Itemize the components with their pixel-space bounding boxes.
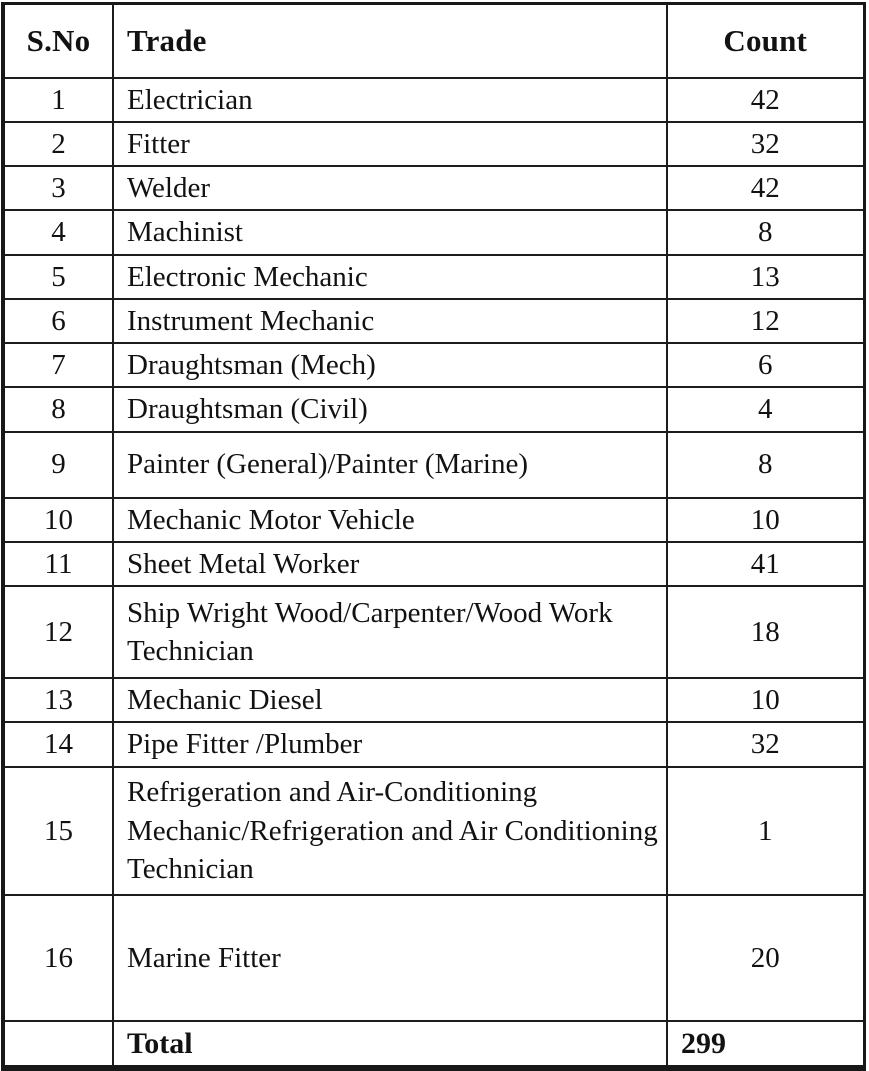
table-row: [3, 542, 864, 586]
table-row: [3, 586, 864, 678]
table-row: [3, 343, 864, 387]
trade-cell: Electronic Mechanic: [113, 255, 667, 299]
table-row: [3, 432, 864, 498]
count-cell: 10: [667, 498, 864, 542]
sno-cell: 8: [3, 387, 113, 431]
trade-cell: Draughtsman (Civil): [113, 387, 667, 431]
sno-cell: 5: [3, 255, 113, 299]
sno-cell: 2: [3, 122, 113, 166]
table-row: [3, 299, 864, 343]
trade-cell: Draughtsman (Mech): [113, 343, 667, 387]
table-row: [3, 78, 864, 122]
trade-cell: Mechanic Motor Vehicle: [113, 498, 667, 542]
sno-cell: 15: [3, 767, 113, 895]
trade-cell: Pipe Fitter /Plumber: [113, 722, 667, 766]
table-total-row: [3, 1021, 864, 1069]
count-cell: 32: [667, 722, 864, 766]
sno-cell: 13: [3, 678, 113, 722]
table-row: [3, 387, 864, 431]
sno-cell: 16: [3, 895, 113, 1021]
sno-cell: 7: [3, 343, 113, 387]
trade-cell: Instrument Mechanic: [113, 299, 667, 343]
trade-cell: Electrician: [113, 78, 667, 122]
header-sno: S.No: [3, 4, 113, 78]
count-cell: 10: [667, 678, 864, 722]
header-trade: Trade: [113, 4, 667, 78]
total-label-cell: Total: [113, 1021, 667, 1069]
total-count-cell: 299: [667, 1021, 864, 1069]
sno-cell: 4: [3, 210, 113, 254]
trade-count-table: [1, 2, 866, 1071]
table-row: [3, 210, 864, 254]
count-cell: 18: [667, 586, 864, 678]
table-row: [3, 678, 864, 722]
table-row: [3, 767, 864, 895]
count-cell: 13: [667, 255, 864, 299]
count-cell: 32: [667, 122, 864, 166]
trade-cell: Refrigeration and Air-Conditioning Mechanic/Refrigeration and Air Conditioning Technician: [113, 767, 667, 895]
trade-cell: Mechanic Diesel: [113, 678, 667, 722]
trade-cell: Ship Wright Wood/Carpenter/Wood Work Technician: [113, 586, 667, 678]
sno-cell: 14: [3, 722, 113, 766]
count-cell: 42: [667, 166, 864, 210]
table-row: [3, 166, 864, 210]
sno-cell: 11: [3, 542, 113, 586]
total-sno-cell: [3, 1021, 113, 1069]
sno-cell: 10: [3, 498, 113, 542]
trade-cell: Sheet Metal Worker: [113, 542, 667, 586]
count-cell: 1: [667, 767, 864, 895]
count-cell: 41: [667, 542, 864, 586]
count-cell: 4: [667, 387, 864, 431]
table-row: [3, 895, 864, 1021]
trade-cell: Marine Fitter: [113, 895, 667, 1021]
sno-cell: 3: [3, 166, 113, 210]
trade-cell: Welder: [113, 166, 667, 210]
trade-cell: Fitter: [113, 122, 667, 166]
table-row: [3, 498, 864, 542]
count-cell: 20: [667, 895, 864, 1021]
sno-cell: 9: [3, 432, 113, 498]
table-row: [3, 255, 864, 299]
trade-cell: Painter (General)/Painter (Marine): [113, 432, 667, 498]
sno-cell: 1: [3, 78, 113, 122]
count-cell: 8: [667, 432, 864, 498]
count-cell: 12: [667, 299, 864, 343]
header-count: Count: [667, 4, 864, 78]
table-header-row: [3, 4, 864, 78]
count-cell: 8: [667, 210, 864, 254]
count-cell: 6: [667, 343, 864, 387]
table-row: [3, 122, 864, 166]
count-cell: 42: [667, 78, 864, 122]
table-row: [3, 722, 864, 766]
sno-cell: 12: [3, 586, 113, 678]
sno-cell: 6: [3, 299, 113, 343]
trade-cell: Machinist: [113, 210, 667, 254]
